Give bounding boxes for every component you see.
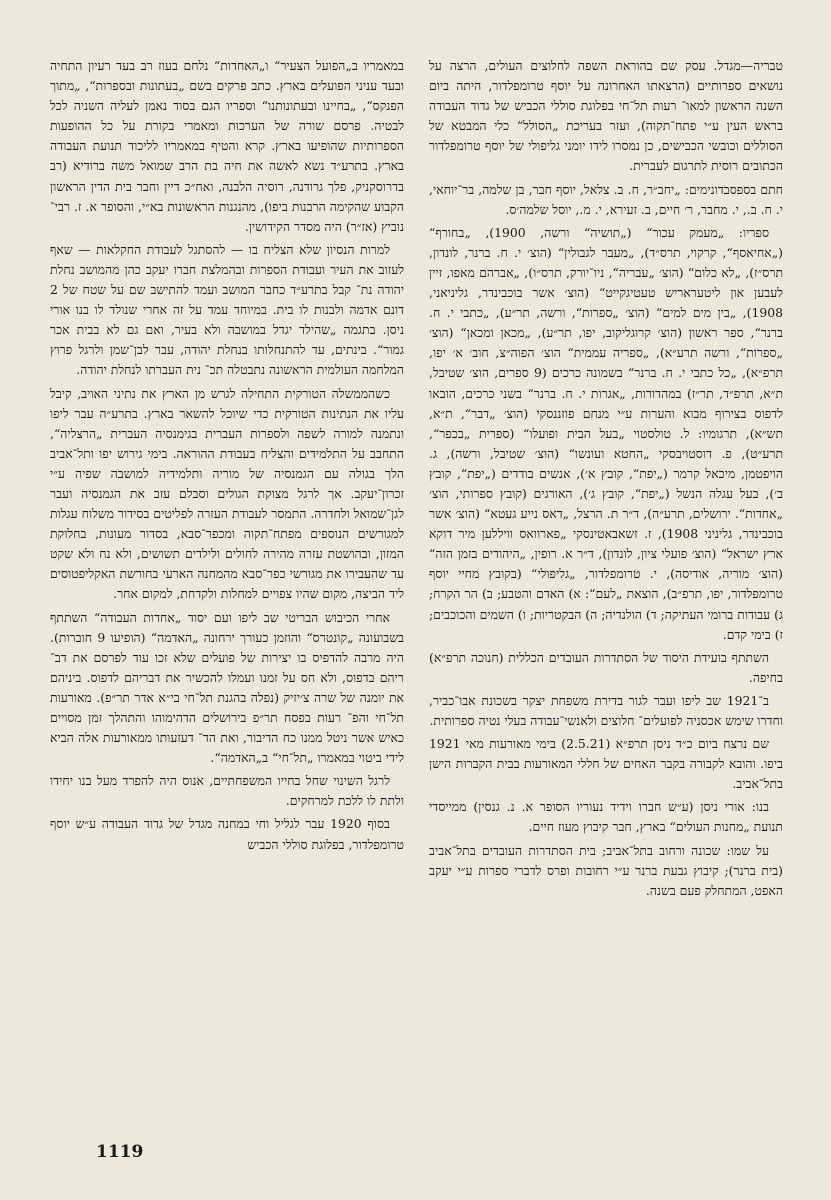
paragraph: בסוף 1920 עבר לגליל וחי במחנה מגדל של גדוד העבודה ע״ש יוסף טרומפלדור, בפלוגת סוללי הכביש [50,816,404,852]
paragraph: חתם בספסבדונימים: „יחב״ר, ח. ב. צלאל, יוסף חבר, בן שלמה, בר־יוחאי, י. ח. ב., י. מחבר, ר׳ חיים, ב. זעירא, י. מ., יוסל שלמה׳ס. [429,181,783,217]
page-number: 1119 [96,1142,144,1162]
paragraph: על שמו: שכונה ורחוב בתל־אביב; בית הסתדרות העובדים בתל־אביב (בית ברנר); קיבוץ גבעת ברנר ע״י רחובות ופרס לדברי ספרות ע״י יעקב האפט, המתחלק פעם בשנה. [429,842,783,898]
paragraph: במאמריו ב„הפועל הצעיר“ ו„האחדות“ נלחם בעוז רב בעד רעיון התחיה ובעד עניני הפועלים בארץ. כתב פרקים בשם „בעתונות ובספרות“, „מתוך הפנקס“, „בחיינו ובעתונותנו“ וספריו הגם בסוד נאמן לעליה השניה לכל לבטיה. פרסם שורה של הערכות ומאמרי בקורת על כל ההופעות הספרותיות שהופיעו בארץ. קרא והטיף במאמריו לליכוד תנועת העבודה בארץ. בתרע״ד נשא לאשה את חיה בת הרב שמואל משה ברודיא (רב בדרוסקניק, פלך גרודנה, רוסיה הלבנה, ואח״כ דיין וחבר בית הדין הראשון הקבוע שהקימה הרבנות ביפו), מהנגנות הראשונות בא״י, והסופר א. ז. רבי־ נוביץ (אז״ר) היה מסדר הקידושין. [50,58,404,234]
paragraph: שם נרצח ביום כ״ד ניסן תרפ״א (2.5.21) בימי מאורעות מאי 1921 ביפו. והובא לקבורה בקבר האחים של חללי המאורעות בבית הקברות הישן בתל־אביב. [429,736,783,792]
paragraph: השתתף בועידת היסוד של הסתדרות העובדים הכללית (חנוכה תרפ״א) בחיפה. [429,649,783,685]
right-column [50,56,404,1136]
paragraph: ספריו: „מעמק עכור“ („תושיה“ ורשה, 1900), „בחורף“ („אחיאסף“, קרקוי, תרס״ד), „מעבר לגבולין“ (הוצ׳ י. ח. ברנר, לונדון, תרס״ז), „לא כלום“ (הוצ׳ „עבריה“, ניו־יורק, תרס״ו), „אברהם מאפו, זיין לעבען און ליטעראריש טעטיגקייט“ (הוצ׳ אשר בוכבינדר, גליניאני, 1908), „בין מים למים“ (הוצ׳ „ספרות“, ורשה, תר״ע), „כתבי י. ח. ברנר“, ספר ראשון (הוצ׳ קרוגליקוב, יפו, תר״ע), „מכאן ומכאן“ (הוצ׳ „ספרות“, ורשה תרע״א), „ספריה עממית“ הוצ׳ הפוה״צ, חוב׳ א׳ יפו, תרפ״א), „כל כתבי י. ח. ברנר“ בשמונה כרכים (9 ספרים, הוצ׳ שטיבל, ת״א, תרפ״ד, תר״ז) במהדורות, „אגרות י. ח. ברנר“ בשני כרכים, הובאו לדפוס בצירוף מבוא והערות ע״י מנחם פוזננסקי (הוצ׳ „דבר“, ת״א, תש״א), תרגומיו: ל. טולסטוי „בעל הבית ופועלו“ (ספרית „בכפר“, תרע״ט), פ. דוסטויבסקי „החטא ועונשו“ (הוצ׳ שטיבל, ורשה), ג. הויפטמן, מיכאל קרמר („יפת“, קובץ א׳), אנשים בודדים („יפת“, קובץ ב׳), בעל עגלה הנשל („יפת“, קובץ ג׳), האורגים (קובץ ספרותי, הוצ׳ „אחדות“. ירושלים, תרע״ה), ד״ר ת. הרצל, „דאס נייע געטא“ (הוצ׳ אשר בוכבינדר, גליניני 1908), ז. זשאבאטינסקי „פארוואס וויללען מיר דוקא ארץ ישראל“ (הוצ׳ פועלי ציון, לונדון), ד״ר א. רופין, „היהודים בזמן הזה“ (הוצ׳ מוריה, אודיסה), י. טרומפלדור, „גליפולי“ (בקובץ מחיי יוסף טרומפלדור, יפו, תרפ״ב), הוצאת „לעם“: א) האדם והטבע; ב) הר הקרח; ג) עבודות ברומי העתיקה; ד) הולנדיה; ה) הבקטריות; ו) השמים והכוכבים; ז) בימי קדם. [429,224,783,642]
paragraph: לרגל השינוי שחל בחייו המשפחתיים, אנוס היה להפרד מעל בנו יחידו ולתת לו ללכת למרחקים. [50,773,404,809]
paragraph: אחרי הכיבוש הבריטי שב ליפו ועם יסוד „אחדות העבודה“ השתתף בשבועונה „קונטרס“ והוזמן כעורך ירחונה „האדמה“ (הופיעו 9 חוברות). היה מרבה להדפיס בו יצירות של פועלים שלא זכו עוד לפרסם את דב־ ריהם בדפוס, ולא חס על זמנו ועמלו להכשיר את דבריהם לדפוס. ביניהם את יומנה של שרה צ׳יזיק (נפלה בהגנת תל־חי בי״א אדר תר״פ). מאורעות תל־חי והפ־ רעות בפסח תר״פ בירושלים הדהימוהו והתהלך זמן מסויים כאיש אשר ניטל ממנו כח הדיבור, ואת הד־ דעזעותו ממאורעות אלה הביא לידי ביטוי במאמרו „תל־חי“ ב„האדמה“. [50,609,404,766]
paragraph: למרות הנסיון שלא הצליח בו — להסתגל לעבודת החקלאות — שאף לעזוב את העיר ועבודת הספרות ובהמלצת חברו יעקב כהן מהמושב נחלת יהודה נת־ קבל בתרע״ד כחבר המושב ועמד להתישב שם על שטח של 2 דונם אדמה ולבנות לו בית. במיוחד עמד על זה אחרי שנולד לו בנו אורי ניסן. בתגמה „שהילד יגדל במושבה ולא בעיר, ואם גם לא בבית אכר גמור“. בינתים, עד להתנחלותו בנחלת יהודה, עבר לבן־שמן ולרגל פרוץ המלחמה העולמית הראשונה נתבטלה תכ־ נית העברתו לנחלת יהודה. [50,241,404,378]
paragraph: טבריה—מגדל. עסק שם בהוראת השפה לחלוצים העולים, הרצה על נושאים ספרותיים (הרצאתו האחרונה על יוסף טרומפלדור, היתה ביום השנה הראשון למאו־ רעות תל־חי בפלוגת סוללי הכביש של גדוד העבודה בראש העין ע״י פתח־תקוה), ועזר בעריכת „הסולל“ כלי המבטא של הסוללים וכובשי הכבישים, כן נמסרו לידו יומני גליפולי של יוסף טרומפלדור הכתובים רוסית לתרגום לעברית. [429,58,783,174]
text-columns [50,56,783,1136]
left-column [429,56,783,1136]
paragraph: בנו: אורי ניסן (ע״ש חברו וידיד נעוריו הסופר א. נ. גנסין) ממייסדי תנועת „מחנות העולים“ בארץ, חבר קיבוץ מעוז חיים. [429,799,783,835]
paragraph: ב־1921 שב ליפו ועבר לגור בדירת משפחת יצקר בשכונת אבו־כביר, וחדרו שימש אכסניה לפועלים־ חלוצים ולאנשי־עבודה בעלי נטיה ספרותית. [429,692,783,728]
paragraph: כשהממשלה הטורקית התחילה לגרש מן הארץ את נתיני האויב, קיבל עליו את הנתינות הטורקית כדי שיוכל להשאר בארץ. בתרע״ה עבר ליפו ונתמנה למורה לשפה ולספרות העברית בגימנסיה העברית „הרצליה“, התחבב על התלמידים והצליח בעבודת ההוראה. בימי גירוש יפו ותל־אביב הלך בגולה עם הגמנסיה של מוריה ותלמידיה למושבה שפיה ע״י זכרון־יעקב. אך לרגל מצוקת הגולים וסבלם עזב את הגמנסיה ועבר לגן־שמואל ולחדרה. התמסר לעבודת העזרה לפליטים בסידור משלוח עגלות למגורשים הנוספים מפתח־תקוה ומכפר־סבא, בסדור מעונות, בחלוקת המזון, ובהושטת עזרה מהירה לחולים ולילדים תשושים, ולא נח ולא שקט עד שהעבירו את מגורשי כפר־סבא מהמחנה הארעי בחורשת האקליפטוסים ליד הביצה, מקום שהיו צפויים למחלות ולקדחת, למקום אחר. [50,385,404,602]
